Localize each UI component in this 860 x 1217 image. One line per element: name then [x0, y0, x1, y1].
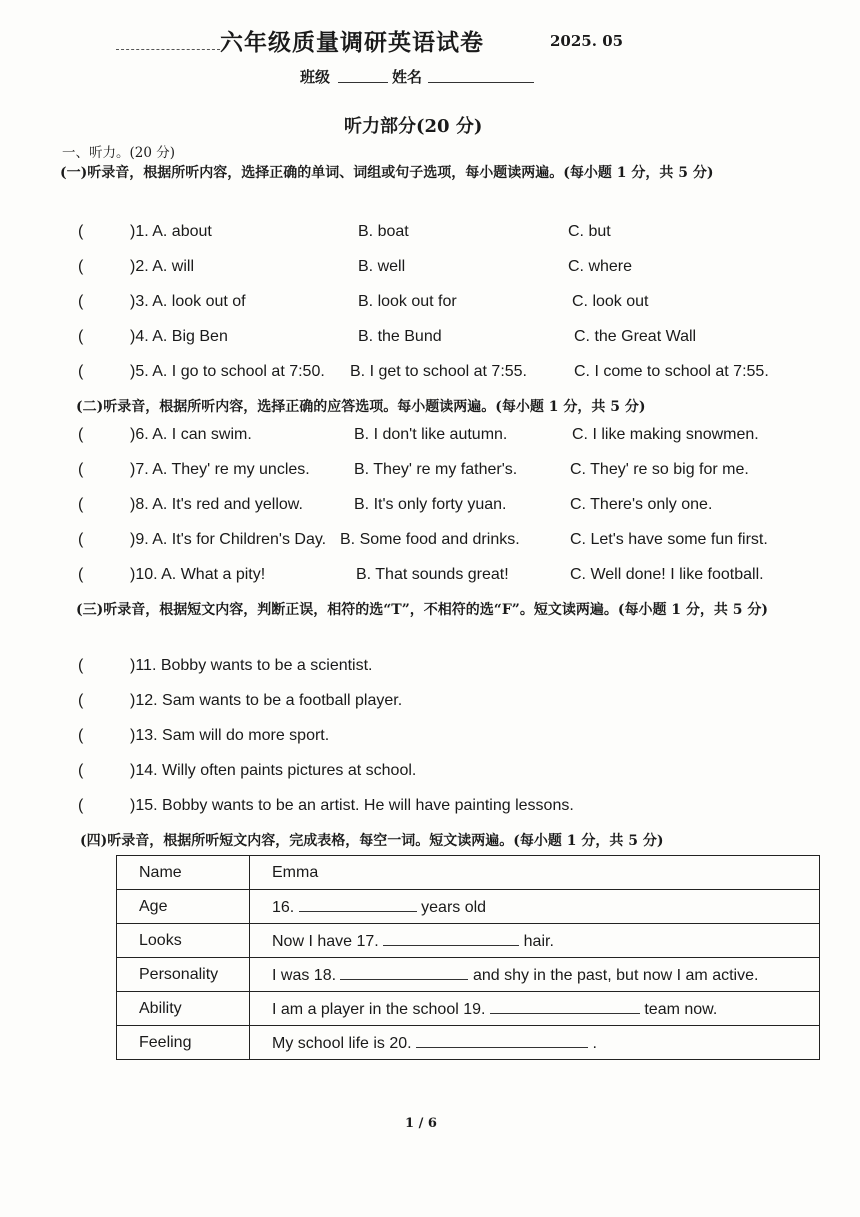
answer-blank-4[interactable]: (	[78, 328, 84, 345]
question-row-6	[0, 426, 860, 452]
table-value-ability	[250, 992, 820, 1026]
option-c-5: C. I come to school at 7:55.	[574, 363, 769, 380]
option-a-4: )4. A. Big Ben	[130, 328, 228, 345]
option-b-4: B. the Bund	[358, 328, 442, 345]
answer-blank-19[interactable]	[490, 999, 640, 1014]
page-number: 1 / 6	[405, 1116, 437, 1131]
table-value-feeling	[250, 1026, 820, 1060]
table-key-looks: Looks	[117, 924, 250, 958]
answer-blank-6[interactable]: (	[78, 426, 84, 443]
statement-14: )14. Willy often paints pictures at school.	[130, 762, 417, 779]
answer-blank-13[interactable]: (	[78, 727, 84, 744]
table-value-personality	[250, 958, 820, 992]
statement-15: )15. Bobby wants to be an artist. He will have painting lessons.	[130, 797, 574, 814]
option-c-7: C. They' re so big for me.	[570, 461, 749, 478]
option-b-2: B. well	[358, 258, 406, 275]
part1-instruction: (一)听录音，根据所听内容，选择正确的单词、词组或句子选项，每小题读两遍。(每小题 1 分，共 5 分)	[60, 165, 714, 181]
table-row	[117, 890, 820, 924]
title-underline	[116, 49, 220, 50]
option-b-6: B. I don't like autumn.	[354, 426, 508, 443]
listening-section-title: 听力部分(20 分)	[344, 116, 483, 137]
option-a-6: )6. A. I can swim.	[130, 426, 252, 443]
statement-12: )12. Sam wants to be a football player.	[130, 692, 403, 709]
answer-blank-12[interactable]: (	[78, 692, 84, 709]
statement-11: )11. Bobby wants to be a scientist.	[130, 657, 373, 674]
answer-blank-15[interactable]: (	[78, 797, 84, 814]
blank-suffix: years old	[421, 898, 487, 916]
option-c-10: C. Well done! I like football.	[570, 566, 764, 583]
answer-blank-2[interactable]: (	[78, 258, 84, 275]
blank-suffix: and shy in the past, but now I am active.	[472, 966, 759, 984]
part2-instruction: (二)听录音，根据所听内容，选择正确的应答选项。每小题读两遍。(每小题 1 分，共 5 分)	[76, 399, 646, 415]
option-c-9: C. Let's have some fun first.	[570, 531, 768, 548]
table-row	[117, 958, 820, 992]
option-c-4: C. the Great Wall	[574, 328, 697, 345]
answer-blank-3[interactable]: (	[78, 293, 84, 310]
blank-prefix: I am a player in the school 19.	[272, 1000, 486, 1018]
answer-blank-20[interactable]	[416, 1033, 588, 1048]
option-a-10: )10. A. What a pity!	[130, 566, 266, 583]
answer-blank-8[interactable]: (	[78, 496, 84, 513]
name-label: 姓名	[392, 68, 423, 86]
part3-instruction: (三)听录音，根据短文内容，判断正误，相符的选“T”，不相符的选“F”。短文读两遍。(每小题 1 分，共 5 分)	[76, 602, 769, 618]
judge-row-15	[0, 797, 860, 823]
table-row	[117, 1026, 820, 1060]
class-label: 班级	[300, 68, 331, 86]
table-key-feeling: Feeling	[117, 1026, 250, 1060]
table-key-personality: Personality	[117, 958, 250, 992]
option-b-8: B. It's only forty yuan.	[354, 496, 507, 513]
answer-blank-14[interactable]: (	[78, 762, 84, 779]
option-a-7: )7. A. They' re my uncles.	[130, 461, 310, 478]
answer-blank-10[interactable]: (	[78, 566, 84, 583]
option-a-2: )2. A. will	[130, 258, 195, 275]
table-key-age: Age	[117, 890, 250, 924]
section-one-heading: 一、听力。(20 分)	[62, 145, 176, 161]
table-row	[117, 856, 820, 890]
blank-suffix: hair.	[523, 932, 554, 950]
option-b-9: B. Some food and drinks.	[340, 531, 520, 548]
option-b-1: B. boat	[358, 223, 409, 240]
answer-blank-7[interactable]: (	[78, 461, 84, 478]
answer-blank-9[interactable]: (	[78, 531, 84, 548]
table-row	[117, 992, 820, 1026]
question-row-9	[0, 531, 860, 557]
blank-prefix: I was 18.	[272, 966, 337, 984]
table-key-ability: Ability	[117, 992, 250, 1026]
option-c-1: C. but	[568, 223, 611, 240]
option-a-9: )9. A. It's for Children's Day.	[130, 531, 327, 548]
option-a-1: )1. A. about	[130, 223, 212, 240]
exam-date: 2025. 05	[550, 32, 624, 50]
option-b-5: B. I get to school at 7:55.	[350, 363, 527, 380]
exam-title: 六年级质量调研英语试卷	[220, 29, 484, 56]
table-key-name: Name	[117, 856, 250, 890]
question-row-5	[0, 363, 860, 389]
option-c-8: C. There's only one.	[570, 496, 713, 513]
name-blank[interactable]	[428, 82, 534, 83]
blank-suffix: .	[592, 1034, 597, 1052]
question-row-2	[0, 258, 860, 284]
answer-blank-11[interactable]: (	[78, 657, 84, 674]
blank-prefix: 16.	[272, 898, 295, 916]
option-c-2: C. where	[568, 258, 633, 275]
option-a-8: )8. A. It's red and yellow.	[130, 496, 303, 513]
part4-instruction: (四)听录音，根据所听短文内容，完成表格，每空一词。短文读两遍。(每小题 1 分，共 5 分)	[80, 833, 664, 849]
option-c-6: C. I like making snowmen.	[572, 426, 759, 443]
table-value-looks	[250, 924, 820, 958]
option-b-7: B. They' re my father's.	[354, 461, 518, 478]
judge-row-13	[0, 727, 860, 753]
table-value-age	[250, 890, 820, 924]
answer-blank-1[interactable]: (	[78, 223, 84, 240]
judge-row-11	[0, 657, 860, 683]
answer-blank-17[interactable]	[383, 931, 519, 946]
question-row-8	[0, 496, 860, 522]
statement-13: )13. Sam will do more sport.	[130, 727, 330, 744]
blank-suffix: team now.	[644, 1000, 718, 1018]
blank-prefix: Now I have 17.	[272, 932, 379, 950]
table-row	[117, 924, 820, 958]
judge-row-14	[0, 762, 860, 788]
question-row-3	[0, 293, 860, 319]
question-row-10	[0, 566, 860, 592]
class-blank[interactable]	[338, 82, 388, 83]
question-row-7	[0, 461, 860, 487]
answer-blank-5[interactable]: (	[78, 363, 84, 380]
judge-row-12	[0, 692, 860, 718]
question-row-4	[0, 328, 860, 354]
table-value-name	[250, 856, 820, 890]
answer-blank-16[interactable]	[299, 897, 417, 912]
blank-prefix: My school life is 20.	[272, 1034, 412, 1052]
option-a-3: )3. A. look out of	[130, 293, 246, 310]
table-value-text: Emma	[272, 863, 319, 881]
info-table	[116, 855, 820, 1060]
answer-blank-18[interactable]	[340, 965, 468, 980]
option-c-3: C. look out	[572, 293, 649, 310]
option-b-3: B. look out for	[358, 293, 457, 310]
question-row-1	[0, 223, 860, 249]
option-a-5: )5. A. I go to school at 7:50.	[130, 363, 325, 380]
option-b-10: B. That sounds great!	[356, 566, 509, 583]
